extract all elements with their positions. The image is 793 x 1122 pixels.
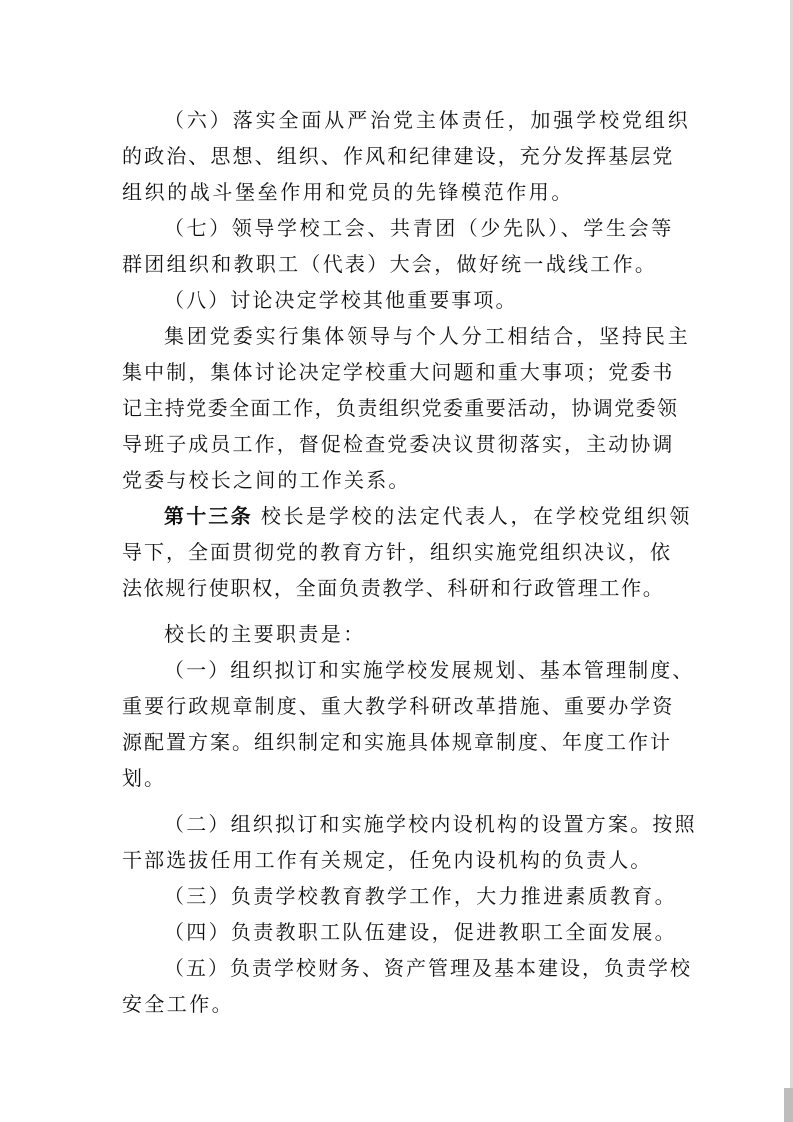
text-line: （五）负责学校财务、资产管理及基本建设，负责学校 (164, 956, 692, 980)
text-line: 干部选拔任用工作有关规定，任免内设机构的负责人。 (122, 848, 653, 872)
text-line: （四）负责教职工队伍建设，促进教职工全面发展。 (164, 920, 677, 944)
text-line: 集团党委实行集体领导与个人分工相结合，坚持民主 (164, 324, 691, 348)
text-line: （八）讨论决定学校其他重要事项。 (164, 288, 518, 312)
text-line: 的政治、思想、组织、作风和纪律建设，充分发挥基层党 (122, 144, 675, 168)
text-line: 导下，全面贯彻党的教育方针，组织实施党组织决议，依 (122, 540, 672, 564)
text-line: 记主持党委全面工作，负责组织党委重要活动，协调党委领 (122, 396, 679, 420)
text-line: 法依规行使职权，全面负责教学、科研和行政管理工作。 (122, 576, 665, 600)
article-first-line (164, 504, 692, 528)
text-line: （二）组织拟订和实施学校内设机构的设置方案。按照 (164, 812, 697, 836)
text-line: 党委与校长之间的工作关系。 (122, 468, 411, 492)
text-line: 集中制，集体讨论决定学校重大问题和重大事项；党委书 (122, 360, 675, 384)
article-label: 第十三条 (164, 504, 253, 528)
text-line: 组织的战斗堡垒作用和党员的先锋模范作用。 (122, 180, 574, 204)
text-line: （三）负责学校教育教学工作，大力推进素质教育。 (164, 884, 677, 908)
text-line: 源配置方案。组织制定和实施具体规章制度、年度工作计 (122, 730, 672, 754)
text-line: 划。 (122, 766, 166, 790)
text-line: （六）落实全面从严治党主体责任，加强学校党组织 (164, 108, 691, 132)
text-line: 校长的主要职责是： (164, 622, 366, 646)
text-segment: 校长是学校的法定代表人，在学校党组织领 (260, 504, 693, 528)
text-line: 群团组织和教职工（代表）大会，做好统一战线工作。 (122, 252, 658, 276)
text-line: （七）领导学校工会、共青团（少先队）、学生会等 (164, 216, 674, 240)
text-line: 安全工作。 (122, 992, 234, 1016)
text-line: 导班子成员工作，督促检查党委决议贯彻落实，主动协调 (122, 432, 675, 456)
page-corner-shadow (784, 1088, 793, 1122)
text-line: （一）组织拟订和实施学校发展规划、基本管理制度、 (164, 658, 695, 682)
text-line: 重要行政规章制度、重大教学科研改革措施、重要办学资 (122, 694, 675, 718)
